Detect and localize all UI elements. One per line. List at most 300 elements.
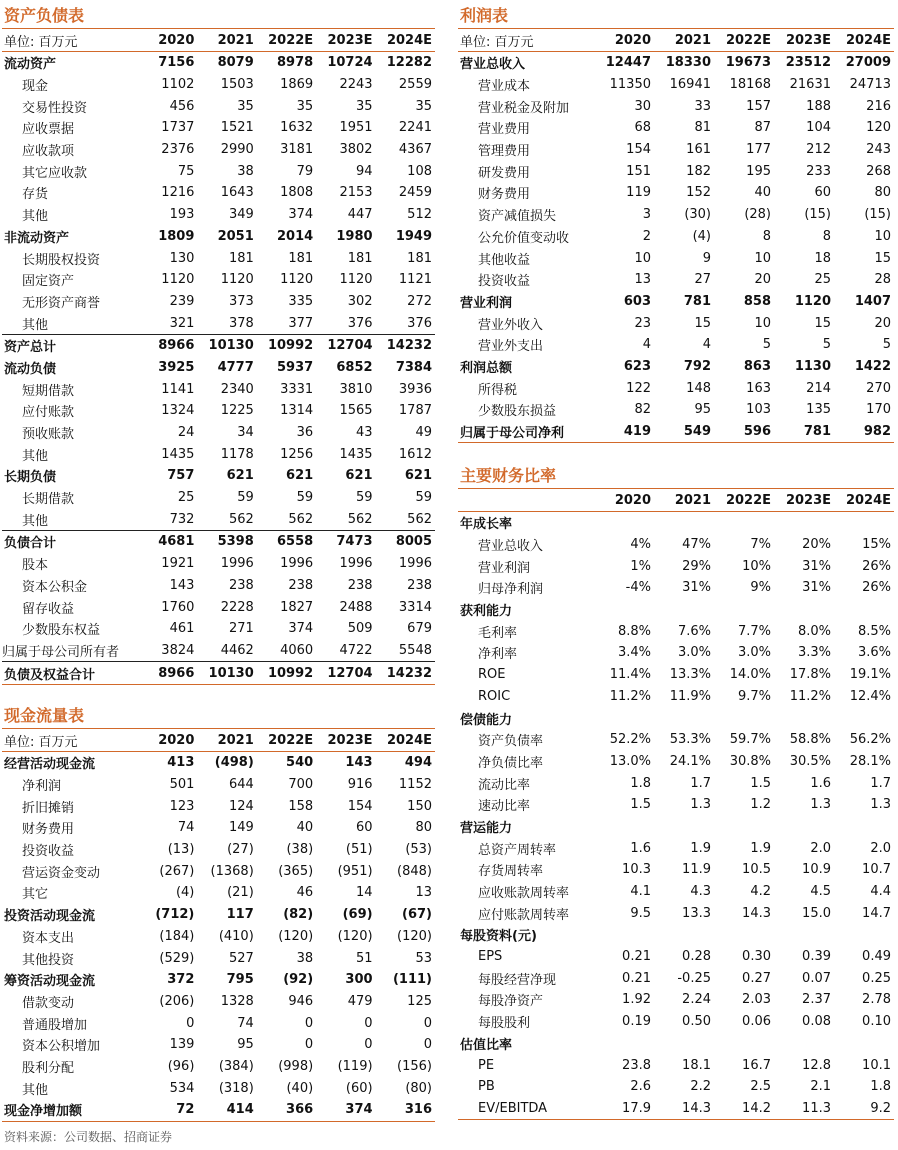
cell-value: 5: [822, 337, 831, 353]
row-label: 投资收益: [478, 274, 531, 290]
cell-value: (38): [286, 842, 314, 858]
cell-value: 149: [228, 820, 254, 836]
cell-value: [714, 1033, 774, 1055]
cell-value: 3.4%: [617, 645, 651, 661]
cell-value: 1996: [339, 556, 373, 572]
cell-value: 181: [288, 250, 314, 266]
year-header: 2020: [138, 29, 197, 52]
table-row: [2, 378, 435, 400]
row-label: 营运资金变动: [22, 865, 101, 881]
row-label: 营运能力: [460, 820, 513, 836]
row-label: 筹资活动现金流: [4, 974, 96, 990]
cell-value: 239: [169, 293, 195, 309]
cell-value: 68: [634, 120, 651, 136]
cell-value: 51: [356, 950, 373, 966]
cell-value: 14232: [376, 334, 435, 356]
cell-value: 12447: [605, 55, 651, 71]
table-row: [2, 334, 435, 356]
cell-value: 31%: [802, 580, 831, 596]
cell-value: 509: [347, 621, 373, 637]
cell-value: 154: [347, 798, 373, 814]
cell-value: 125: [407, 993, 432, 1009]
cell-value: (4): [692, 228, 711, 244]
cell-value: (384): [218, 1058, 254, 1074]
cell-value: 19673: [725, 55, 771, 71]
cell-value: [834, 816, 894, 838]
cell-value: 7156: [158, 55, 195, 71]
cell-value: 1521: [220, 120, 254, 136]
table-row: [2, 508, 435, 530]
cell-value: 28: [874, 272, 891, 288]
cell-value: 1.8: [630, 775, 651, 791]
table-row: [458, 902, 894, 924]
table-row: [2, 1077, 435, 1099]
cell-value: 1809: [158, 228, 195, 244]
cell-value: [594, 1033, 654, 1055]
row-label: 应付账款周转率: [478, 907, 570, 923]
cell-value: 117: [226, 907, 254, 923]
cell-value: 11.2%: [789, 688, 831, 704]
row-label: 应付账款: [22, 405, 75, 421]
cell-value: 1422: [854, 358, 891, 374]
cell-value: 1.9: [750, 840, 771, 856]
cell-value: 2153: [339, 185, 373, 201]
cell-value: 18: [814, 250, 831, 266]
row-label: 存货周转率: [478, 864, 544, 880]
row-label: 其他投资: [22, 952, 75, 968]
cell-value: 14.3: [654, 1098, 714, 1120]
cell-value: 4.1: [630, 884, 651, 900]
cell-value: 0.10: [862, 1014, 891, 1030]
cell-value: 2.2: [690, 1079, 711, 1095]
cell-value: (848): [397, 863, 432, 879]
cell-value: 120: [866, 120, 891, 136]
cell-value: 9: [702, 250, 711, 266]
cell-value: [834, 599, 894, 621]
cell-value: 3802: [339, 142, 373, 158]
row-label: 留存收益: [22, 601, 75, 617]
cell-value: 53.3%: [669, 732, 711, 748]
row-label: 长期借款: [22, 492, 75, 508]
table-row: [2, 839, 435, 861]
table-row: [458, 421, 894, 443]
row-label: 净利润: [22, 779, 62, 795]
cell-value: (156): [397, 1058, 432, 1074]
cell-value: [594, 924, 654, 946]
cell-value: 11350: [609, 77, 651, 93]
cell-value: 0.21: [622, 949, 651, 965]
cell-value: 13.3%: [669, 667, 711, 683]
cell-value: [774, 1033, 834, 1055]
cell-value: 8.5%: [857, 623, 891, 639]
cell-value: 195: [746, 163, 771, 179]
table-row: [458, 1098, 894, 1120]
cell-value: 151: [626, 163, 651, 179]
cell-value: 372: [167, 972, 195, 988]
cell-value: 123: [169, 798, 195, 814]
cash-flow-table: [2, 728, 435, 1122]
cell-value: 374: [316, 1099, 375, 1121]
cell-value: [594, 707, 654, 729]
row-label: 速动比率: [478, 799, 531, 815]
table-row: [2, 74, 435, 96]
cell-value: 108: [407, 163, 432, 179]
cell-value: 623: [623, 358, 651, 374]
cell-value: 2243: [339, 77, 373, 93]
cell-value: (92): [283, 972, 314, 988]
cell-value: 732: [169, 511, 195, 527]
cell-value: 4.3: [690, 884, 711, 900]
row-label: 无形资产商誉: [22, 295, 101, 311]
cell-value: 8.8%: [617, 623, 651, 639]
cell-value: 3824: [161, 642, 195, 658]
row-label: PB: [478, 1079, 495, 1095]
cell-value: 0: [423, 1015, 432, 1031]
table-row: [2, 752, 435, 774]
cell-value: 7.6%: [677, 623, 711, 639]
row-label: 股本: [22, 558, 49, 574]
table-row: [2, 860, 435, 882]
year-header: 2022E: [714, 29, 774, 52]
cell-value: (40): [286, 1080, 314, 1096]
cell-value: 0.25: [862, 970, 891, 986]
cell-value: 3.6%: [857, 645, 891, 661]
cell-value: 1256: [280, 446, 314, 462]
cell-value: 2340: [220, 381, 254, 397]
balance-sheet-table: [2, 28, 435, 685]
cell-value: [594, 512, 654, 534]
cell-value: 1102: [161, 77, 195, 93]
cell-value: 603: [623, 293, 651, 309]
table-row: [2, 422, 435, 444]
cell-value: 300: [345, 972, 373, 988]
cell-value: 20%: [802, 537, 831, 553]
cell-value: 3925: [158, 359, 195, 375]
cell-value: 13: [634, 272, 651, 288]
cell-value: 233: [806, 163, 831, 179]
cell-value: 16.7: [742, 1057, 771, 1073]
row-label: EPS: [478, 949, 503, 965]
cell-value: (15): [804, 207, 831, 223]
row-label: 资产总计: [2, 334, 138, 356]
cell-value: 1120: [280, 272, 314, 288]
year-header: 2021: [654, 29, 714, 52]
cell-value: 0.28: [682, 949, 711, 965]
cell-value: 1216: [161, 185, 195, 201]
cell-value: (1368): [210, 863, 254, 879]
cell-value: 59: [237, 490, 254, 506]
cell-value: 35: [237, 98, 254, 114]
cell-value: 1503: [220, 77, 254, 93]
cell-value: 2.1: [810, 1079, 831, 1095]
cell-value: 1120: [161, 272, 195, 288]
cell-value: 2241: [398, 120, 432, 136]
table-row: [2, 160, 435, 182]
cell-value: 2488: [339, 599, 373, 615]
cell-value: 10992: [257, 662, 316, 685]
row-label: 长期股权投资: [22, 252, 101, 268]
cell-value: 2: [642, 228, 651, 244]
cell-value: 10130: [197, 662, 256, 685]
cell-value: 1980: [336, 228, 373, 244]
year-header: 2021: [197, 29, 256, 52]
cell-value: 1612: [398, 446, 432, 462]
cell-value: 621: [286, 468, 314, 484]
cell-value: 270: [866, 380, 891, 396]
row-label: 财务费用: [478, 187, 531, 203]
cell-value: 271: [228, 621, 254, 637]
cell-value: 1120: [794, 293, 831, 309]
cell-value: 74: [177, 820, 195, 836]
table-row: [2, 312, 435, 334]
cell-value: 1435: [339, 446, 373, 462]
cell-value: 374: [288, 621, 314, 637]
row-label: 管理费用: [478, 144, 531, 160]
table-row: [2, 139, 435, 161]
cell-value: 157: [746, 98, 771, 114]
cell-value: 1869: [280, 77, 314, 93]
cell-value: 4.2: [750, 884, 771, 900]
row-label: 投资活动现金流: [4, 909, 96, 925]
cell-value: 75: [177, 163, 195, 179]
cell-value: 122: [626, 380, 651, 396]
row-label: 营业外支出: [478, 339, 544, 355]
cell-value: 25: [177, 490, 195, 506]
cell-value: 35: [356, 98, 373, 114]
table-row: [458, 577, 894, 599]
cell-value: 15.0: [802, 905, 831, 921]
cell-value: 1120: [220, 272, 254, 288]
cell-value: (4): [175, 885, 195, 901]
table-row: [2, 991, 435, 1013]
cell-value: 479: [347, 993, 373, 1009]
table-row: [2, 1034, 435, 1056]
table-row: [2, 795, 435, 817]
cell-value: (119): [337, 1058, 373, 1074]
row-label: 估值比率: [460, 1037, 513, 1053]
cell-value: 87: [754, 120, 771, 136]
cell-value: 1324: [161, 403, 195, 419]
row-label: 其他收益: [478, 252, 531, 268]
cell-value: 2.78: [862, 992, 891, 1008]
cell-value: (67): [402, 907, 432, 923]
row-label: 研发费用: [478, 165, 531, 181]
cell-value: (60): [345, 1080, 373, 1096]
cell-value: [834, 512, 894, 534]
row-label: 营业费用: [478, 122, 531, 138]
unit-label: 单位: 百万元: [2, 729, 138, 752]
table-row: [458, 555, 894, 577]
cell-value: 0.30: [742, 949, 771, 965]
cell-value: 6558: [257, 531, 316, 553]
row-label: 每股经营净现: [478, 972, 557, 988]
table-row: [2, 531, 435, 553]
cell-value: 11.2%: [609, 688, 651, 704]
cell-value: 30: [634, 98, 651, 114]
cell-value: 0.21: [622, 970, 651, 986]
cell-value: 419: [594, 421, 654, 443]
cell-value: 3.0%: [677, 645, 711, 661]
cell-value: 13: [415, 885, 432, 901]
cell-value: 0.07: [802, 970, 831, 986]
year-header: 2023E: [316, 29, 375, 52]
cell-value: 24.1%: [669, 753, 711, 769]
cell-value: [654, 707, 714, 729]
cell-value: 95: [237, 1037, 254, 1053]
cell-value: 0: [423, 1037, 432, 1053]
cell-value: 23.8: [622, 1057, 651, 1073]
cell-value: 4367: [398, 142, 432, 158]
cell-value: 2.37: [802, 992, 831, 1008]
cell-value: (69): [342, 907, 373, 923]
cell-value: 130: [169, 250, 195, 266]
cell-value: [774, 924, 834, 946]
table-row: [2, 1099, 435, 1121]
cell-value: 26%: [862, 580, 891, 596]
cell-value: 376: [407, 315, 432, 331]
cell-value: 29%: [682, 558, 711, 574]
table-row: [2, 182, 435, 204]
cell-value: 18168: [729, 77, 771, 93]
cell-value: 24713: [849, 77, 891, 93]
cell-value: 1.6: [810, 775, 831, 791]
cell-value: 349: [228, 207, 254, 223]
cell-value: 20: [754, 272, 771, 288]
cell-value: 2376: [161, 142, 195, 158]
cell-value: 72: [138, 1099, 197, 1121]
row-label: 其它: [22, 887, 49, 903]
cell-value: 1808: [280, 185, 314, 201]
cell-value: [774, 816, 834, 838]
cell-value: 1178: [220, 446, 254, 462]
row-label: 其他: [22, 1082, 49, 1098]
cell-value: 12.8: [802, 1057, 831, 1073]
cell-value: (365): [278, 863, 314, 879]
cell-value: 1120: [339, 272, 373, 288]
table-row: [458, 312, 894, 334]
cell-value: 14: [356, 885, 373, 901]
category-row: [458, 816, 894, 838]
income-statement-table: [458, 28, 894, 443]
row-label: 非流动资产: [4, 230, 70, 246]
cell-value: 13.0%: [609, 753, 651, 769]
cell-value: 494: [404, 755, 432, 771]
cell-value: 27009: [845, 55, 891, 71]
cell-value: 501: [169, 777, 195, 793]
cell-value: 527: [228, 950, 254, 966]
cell-value: 119: [626, 185, 651, 201]
cell-value: [714, 707, 774, 729]
cell-value: 3.0%: [737, 645, 771, 661]
row-label: 资本支出: [22, 930, 75, 946]
cell-value: 238: [228, 577, 254, 593]
cell-value: [654, 1033, 714, 1055]
cell-value: 916: [347, 777, 373, 793]
cell-value: 16941: [669, 77, 711, 93]
cell-value: (21): [227, 885, 254, 901]
cell-value: 0: [364, 1015, 373, 1031]
cell-value: 9%: [750, 580, 771, 596]
cell-value: 4.4: [870, 884, 891, 900]
cell-value: 621: [404, 468, 432, 484]
year-header: 2022E: [257, 729, 316, 752]
cell-value: 10.7: [862, 862, 891, 878]
cell-value: 373: [228, 293, 254, 309]
cell-value: 59.7%: [729, 732, 771, 748]
ratios-title: 主要财务比率: [460, 466, 557, 485]
cell-value: 53: [415, 950, 432, 966]
cell-value: (96): [167, 1058, 195, 1074]
cell-value: 858: [743, 293, 771, 309]
row-label: 负债合计: [2, 531, 138, 553]
cell-value: 1996: [280, 556, 314, 572]
cell-value: 534: [169, 1080, 195, 1096]
cell-value: 59: [296, 490, 314, 506]
cell-value: 60: [356, 820, 373, 836]
table-row: [458, 859, 894, 881]
cell-value: 14.2: [714, 1098, 774, 1120]
table-row: [458, 1076, 894, 1098]
cell-value: 31%: [802, 558, 831, 574]
cell-value: 321: [169, 315, 195, 331]
cell-value: 5: [882, 337, 891, 353]
cell-value: 79: [296, 163, 314, 179]
cell-value: 1996: [398, 556, 432, 572]
row-label: 应收款项: [22, 144, 75, 160]
row-label: 财务费用: [22, 822, 75, 838]
cell-value: 161: [686, 142, 711, 158]
cell-value: 2.03: [742, 992, 771, 1008]
cell-value: 181: [347, 250, 373, 266]
cell-value: 3936: [398, 381, 432, 397]
row-label: 偿债能力: [460, 712, 513, 728]
cell-value: 3331: [280, 381, 314, 397]
cell-value: [774, 512, 834, 534]
row-label: 营业总收入: [460, 57, 526, 73]
cell-value: 5937: [276, 359, 314, 375]
cell-value: 139: [169, 1037, 195, 1053]
row-label: 其他: [22, 513, 49, 529]
table-row: [2, 904, 435, 926]
table-row: [458, 139, 894, 161]
income-statement-section: [458, 4, 894, 443]
cell-value: (998): [278, 1058, 314, 1074]
row-label: 现金: [22, 79, 49, 95]
cell-value: 243: [866, 142, 891, 158]
cell-value: 46: [296, 885, 314, 901]
row-label: 流动负债: [4, 361, 57, 377]
cell-value: 3.3%: [797, 645, 831, 661]
cell-value: 1130: [794, 358, 831, 374]
cell-value: 1.3: [870, 797, 891, 813]
cell-value: (51): [345, 842, 373, 858]
year-header: 2020: [138, 729, 197, 752]
cell-value: -4%: [625, 580, 651, 596]
row-label: 负债及权益合计: [2, 662, 138, 685]
cell-value: 0.06: [742, 1014, 771, 1030]
row-label: 所得税: [478, 382, 518, 398]
cell-value: 4722: [339, 642, 373, 658]
cell-value: 59: [356, 490, 373, 506]
cell-value: 1921: [161, 556, 195, 572]
cell-value: (53): [405, 842, 432, 858]
category-row: [458, 707, 894, 729]
row-label: 其他: [22, 317, 49, 333]
cell-value: 0.39: [802, 949, 831, 965]
category-row: [458, 512, 894, 534]
cell-value: [654, 924, 714, 946]
cell-value: 863: [743, 358, 771, 374]
